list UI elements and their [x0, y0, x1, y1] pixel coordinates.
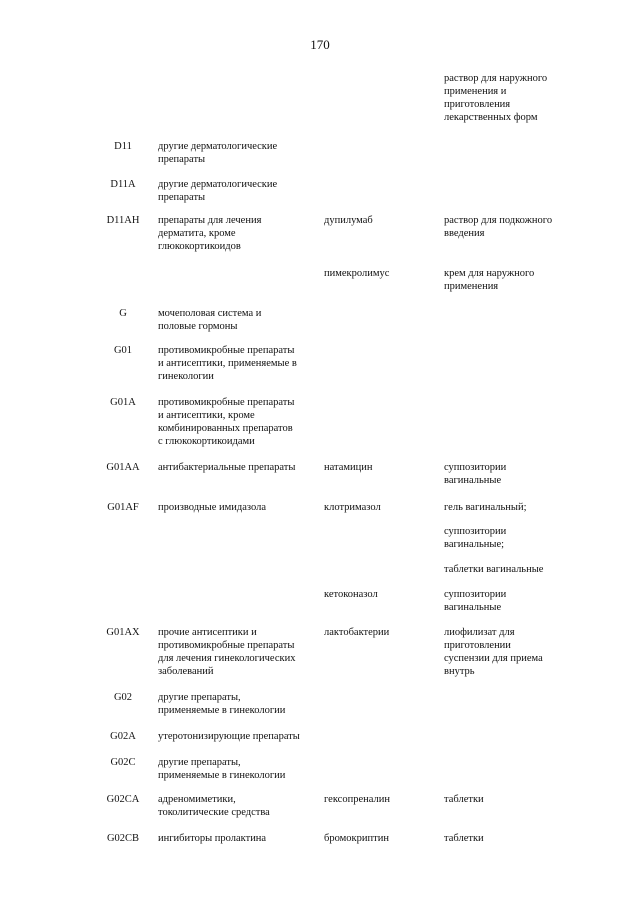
atc-code-cell: D11	[114, 141, 132, 152]
atc-code-cell: G02A	[110, 731, 136, 742]
dosage-form-cell: таблетки	[444, 794, 484, 805]
drug-name-cell: лактобактерии	[324, 627, 390, 638]
group-name-cell: противомикробные препараты и антисептики, применяемые в гинекологии	[158, 345, 297, 382]
group-name-cell: другие препараты, применяемые в гинекологии	[158, 757, 286, 781]
atc-code-cell: G	[119, 308, 127, 319]
dosage-form-cell: лиофилизат для приготовлении суспензии для приема внутрь	[444, 627, 543, 677]
atc-code-cell: G01AX	[106, 627, 140, 638]
group-name-cell: прочие антисептики и противомикробные препараты для лечения гинекологических заболеваний	[158, 627, 296, 677]
atc-code-cell: G02CB	[106, 833, 140, 844]
group-name-cell: другие дерматологические препараты	[158, 179, 278, 203]
atc-code-cell: G01A	[110, 397, 136, 408]
dosage-form-cell: таблетки вагинальные	[444, 564, 544, 575]
dosage-form-cell: раствор для наружного применения и приготовления лекарственных форм	[444, 73, 548, 123]
atc-code-cell: G01AA	[106, 462, 140, 473]
atc-code-cell: D11A	[110, 179, 136, 190]
group-name-cell: антибактериальные препараты	[158, 462, 296, 473]
atc-code-cell: G02	[113, 692, 133, 703]
drug-name-cell: клотримазол	[324, 502, 381, 513]
atc-code-cell: G02CA	[106, 794, 140, 805]
dosage-form-cell: гель вагинальный;	[444, 502, 527, 513]
page-number: 170	[310, 37, 330, 52]
atc-code-cell: G01AF	[107, 502, 139, 513]
drug-name-cell: бромокриптин	[324, 833, 389, 844]
drug-name-cell: кетоконазол	[324, 589, 378, 600]
group-name-cell: препараты для лечения дерматита, кроме глюкокортикоидов	[158, 215, 262, 252]
group-name-cell: утеротонизирующие препараты	[158, 731, 300, 742]
group-name-cell: адреномиметики, токолитические средства	[158, 794, 270, 818]
dosage-form-cell: крем для наружного применения	[444, 268, 535, 292]
atc-code-cell: G01	[113, 345, 133, 356]
group-name-cell: другие препараты, применяемые в гинекологии	[158, 692, 286, 716]
dosage-form-cell: таблетки	[444, 833, 484, 844]
dosage-form-cell: суппозитории вагинальные	[444, 462, 507, 486]
group-name-cell: ингибиторы пролактина	[158, 833, 267, 844]
dosage-form-cell: суппозитории вагинальные;	[444, 526, 507, 550]
group-name-cell: мочеполовая система и половые гормоны	[158, 308, 262, 332]
group-name-cell: другие дерматологические препараты	[158, 141, 278, 165]
group-name-cell: противомикробные препараты и антисептики, кроме комбинированных препаратов с глюкокортикоидами	[158, 397, 295, 447]
drug-name-cell: дупилумаб	[324, 215, 373, 226]
dosage-form-cell: суппозитории вагинальные	[444, 589, 507, 613]
drug-name-cell: пимекролимус	[324, 268, 390, 279]
dosage-form-cell: раствор для подкожного введения	[444, 215, 553, 239]
group-name-cell: производные имидазола	[158, 502, 267, 513]
drug-name-cell: натамицин	[324, 462, 373, 473]
atc-code-cell: G02C	[110, 757, 136, 768]
drug-name-cell: гексопреналин	[324, 794, 390, 805]
atc-code-cell: D11AH	[106, 215, 140, 226]
